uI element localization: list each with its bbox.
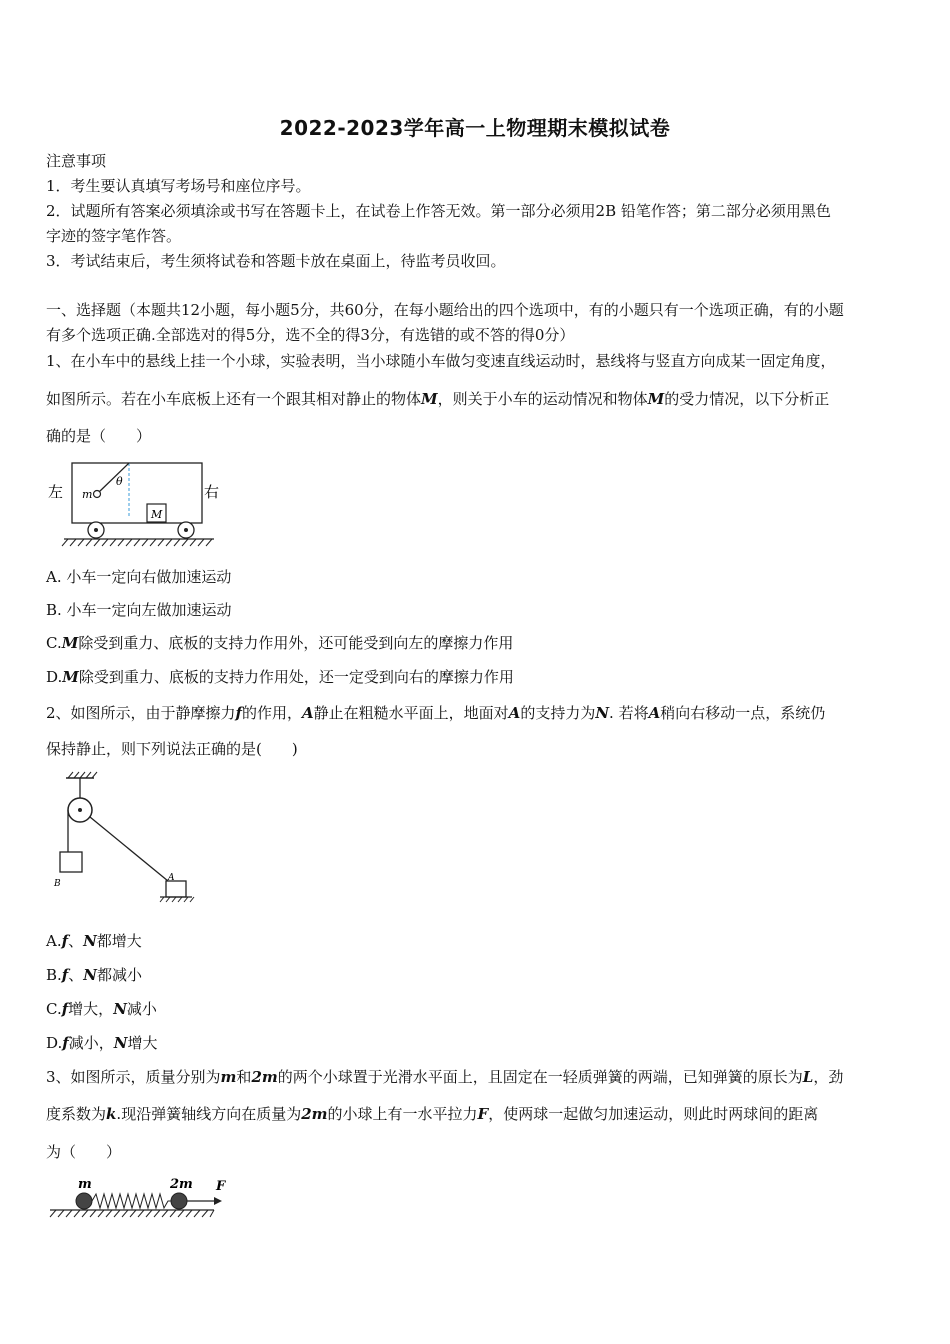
q1-cart-figure — [46, 455, 236, 550]
force-arrowhead — [214, 1197, 222, 1205]
surface-hatching — [50, 1210, 214, 1217]
q1-fig-theta-label: θ — [116, 475, 123, 488]
q2-option-d: D.f减小，N增大 — [46, 1034, 158, 1052]
q2-pulley-figure — [46, 770, 196, 905]
notice-heading: 注意事项 — [46, 152, 107, 170]
q1-option-c: C.M除受到重力、底板的支持力作用外，还可能受到向左的摩擦力作用 — [46, 634, 514, 652]
q3-fig-2m-label: 2m — [170, 1177, 193, 1192]
q1-stem-line1: 1、在小车中的悬线上挂一个小球，实验表明，当小球随小车做匀变速直线运动时，悬线将与竖直方向成某一固定角度， — [46, 352, 836, 370]
q2-option-b: B.f、N都减小 — [46, 966, 142, 984]
ball-2m — [171, 1193, 187, 1209]
floor-hatching — [160, 897, 194, 902]
spring — [92, 1194, 171, 1208]
rope-to-A — [90, 817, 168, 881]
q2-fig-A-label: A — [168, 873, 175, 883]
q1-fig-right-label: 右 — [204, 483, 220, 501]
notice-item-2: 2．试题所有答案必须填涂或书写在答题卡上，在试卷上作答无效。第一部分必须用2B 铅笔作答；第二部分必须用黑色 — [46, 202, 831, 220]
q1-fig-M-label: M — [151, 508, 163, 521]
notice-item-3: 3．考试结束后，考生须将试卷和答题卡放在桌面上，待监考员收回。 — [46, 252, 506, 270]
q2-option-a: A.f、N都增大 — [46, 932, 142, 950]
q1-fig-left-label: 左 — [48, 483, 64, 501]
q2-fig-B-label: B — [54, 879, 61, 889]
pendulum-string — [99, 463, 129, 492]
q3-stem-line2: 度系数为k.现沿弹簧轴线方向在质量为2m的小球上有一水平拉力F，使两球一起做匀加速运动，则此时两球间的距离 — [46, 1105, 819, 1123]
notice-item-1: 1．考生要认真填写考场号和座位序号。 — [46, 177, 311, 195]
exam-title: 2022-2023学年高一上物理期末模拟试卷 — [279, 116, 671, 140]
q2-stem-line1: 2、如图所示，由于静摩擦力f的作用，A静止在粗糙水平面上，地面对A的支持力为N. 若将A稍向右移动一点，系统仍 — [46, 704, 826, 722]
section-instructions-line2: 有多个选项正确.全部选对的得5分，选不全的得3分，有选错的或不答的得0分） — [46, 326, 575, 344]
q1-option-b: B. 小车一定向左做加速运动 — [46, 601, 232, 619]
q1-stem-line3: 确的是（ ） — [46, 427, 152, 445]
ball-m — [76, 1193, 92, 1209]
q1-option-a: A. 小车一定向右做加速运动 — [46, 568, 232, 586]
q3-stem-line1: 3、如图所示，质量分别为m和2m的两个小球置于光滑水平面上，且固定在一轻质弹簧的两端，已知弹簧的原长为L，劲 — [46, 1068, 844, 1086]
q3-fig-m-label: m — [78, 1177, 92, 1192]
q2-option-c: C.f增大，N减小 — [46, 1000, 157, 1018]
ground-hatching — [62, 539, 212, 546]
block-B — [60, 852, 82, 872]
section-instructions-line1: 一、选择题（本题共12小题，每小题5分，共60分，在每小题给出的四个选项中，有的小题只有一个选项正确，有的小题 — [46, 301, 844, 319]
q3-stem-line3: 为（ ） — [46, 1143, 122, 1161]
q1-stem-line2: 如图所示。若在小车底板上还有一个跟其相对静止的物体M，则关于小车的运动情况和物体M的受力情况，以下分析正 — [46, 390, 830, 408]
notice-item-2-cont: 字迹的签字笔作答。 — [46, 227, 182, 245]
q2-stem-line2: 保持静止，则下列说法正确的是( ) — [46, 740, 298, 758]
q3-fig-F-label: F — [216, 1179, 226, 1194]
q1-fig-m-label: m — [82, 488, 93, 501]
ceiling-hatching — [68, 772, 97, 778]
block-A — [166, 881, 186, 897]
q1-option-d: D.M除受到重力、底板的支持力作用处，还一定受到向右的摩擦力作用 — [46, 668, 514, 686]
pendulum-ball — [94, 491, 101, 498]
q3-spring-figure — [46, 1172, 236, 1222]
